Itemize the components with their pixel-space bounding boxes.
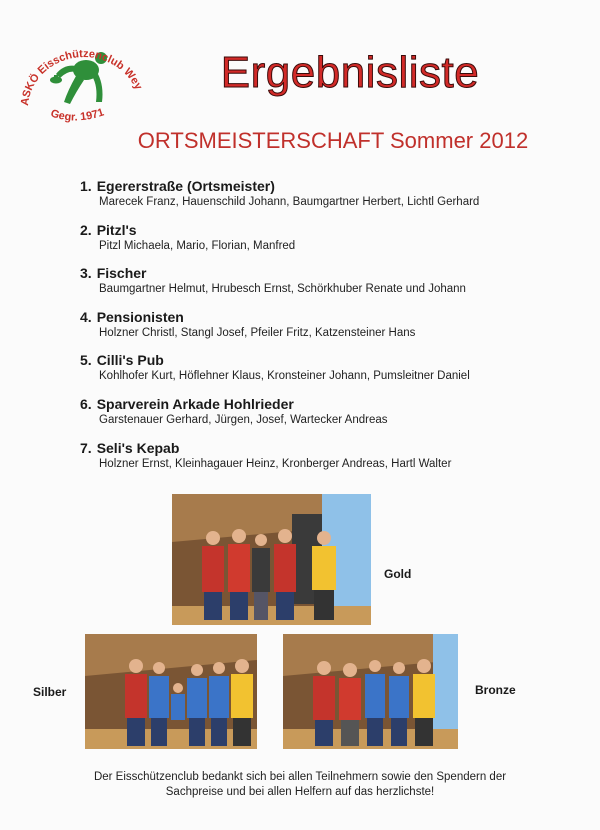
result-rank: 5. [80, 352, 92, 369]
result-item [80, 352, 550, 396]
svg-text:Gegr. 1971 [49, 106, 105, 123]
logo-club-name: ASKÖ Eisschützenclub Wey [18, 48, 145, 107]
result-item [80, 265, 550, 309]
result-item [80, 222, 550, 266]
gold-label: Gold [384, 567, 412, 581]
result-team: Pensionisten [96, 308, 184, 325]
page-subtitle: ORTSMEISTERSCHAFT Sommer 2012 [137, 128, 529, 153]
result-item [80, 178, 550, 222]
silver-label: Silber [33, 685, 67, 699]
result-team: Seli's Kepab [96, 439, 180, 456]
result-team: Egererstraße (Ortsmeister) [96, 178, 275, 194]
result-team: Fischer [96, 265, 147, 282]
result-members: Baumgartner Helmut, Hrubesch Ernst, Schörkhuber Renate und Johann [99, 283, 466, 296]
result-members: Marecek Franz, Hauenschild Johann, Baumgartner Herbert, Lichtl Gerhard [99, 196, 480, 208]
result-team: Cilli's Pub [96, 352, 164, 369]
footer-line-1: Der Eisschützenclub bedankt sich bei allen Teilnehmern sowie den Spendern der [93, 771, 507, 783]
result-rank: 1. [80, 178, 92, 194]
result-item [80, 440, 550, 484]
silver-team-photo [85, 634, 257, 749]
club-logo [6, 18, 156, 128]
result-rank: 7. [80, 439, 92, 456]
result-team: Pitzl's [96, 221, 137, 238]
result-members: Pitzl Michaela, Mario, Florian, Manfred [99, 239, 296, 252]
result-item [80, 396, 550, 440]
bronze-label: Bronze [475, 683, 516, 697]
result-members: Holzner Christl, Stangl Josef, Pfeiler Fritz, Katzensteiner Hans [99, 326, 416, 339]
result-rank: 6. [80, 395, 92, 412]
results-list [80, 178, 550, 483]
result-members: Garstenauer Gerhard, Jürgen, Josef, Wartecker Andreas [99, 413, 388, 426]
result-members: Kohlhofer Kurt, Höflehner Klaus, Kronsteiner Johann, Pumsleitner Daniel [99, 370, 470, 383]
page-title: Ergebnisliste [220, 48, 480, 97]
footer-line-2: Sachpreise und bei allen Helfern auf das herzlichste! [165, 786, 435, 798]
result-team: Sparverein Arkade Hohlrieder [96, 395, 294, 412]
result-rank: 3. [80, 265, 92, 282]
footer-thanks [50, 770, 550, 800]
logo-founded: Gegr. 1971 [49, 106, 106, 124]
result-rank: 4. [80, 308, 92, 325]
gold-team-photo [172, 494, 371, 625]
bronze-team-photo [283, 634, 458, 749]
result-rank: 2. [80, 221, 92, 238]
result-item [80, 309, 550, 353]
result-members: Holzner Ernst, Kleinhagauer Heinz, Kronberger Andreas, Hartl Walter [99, 457, 452, 470]
